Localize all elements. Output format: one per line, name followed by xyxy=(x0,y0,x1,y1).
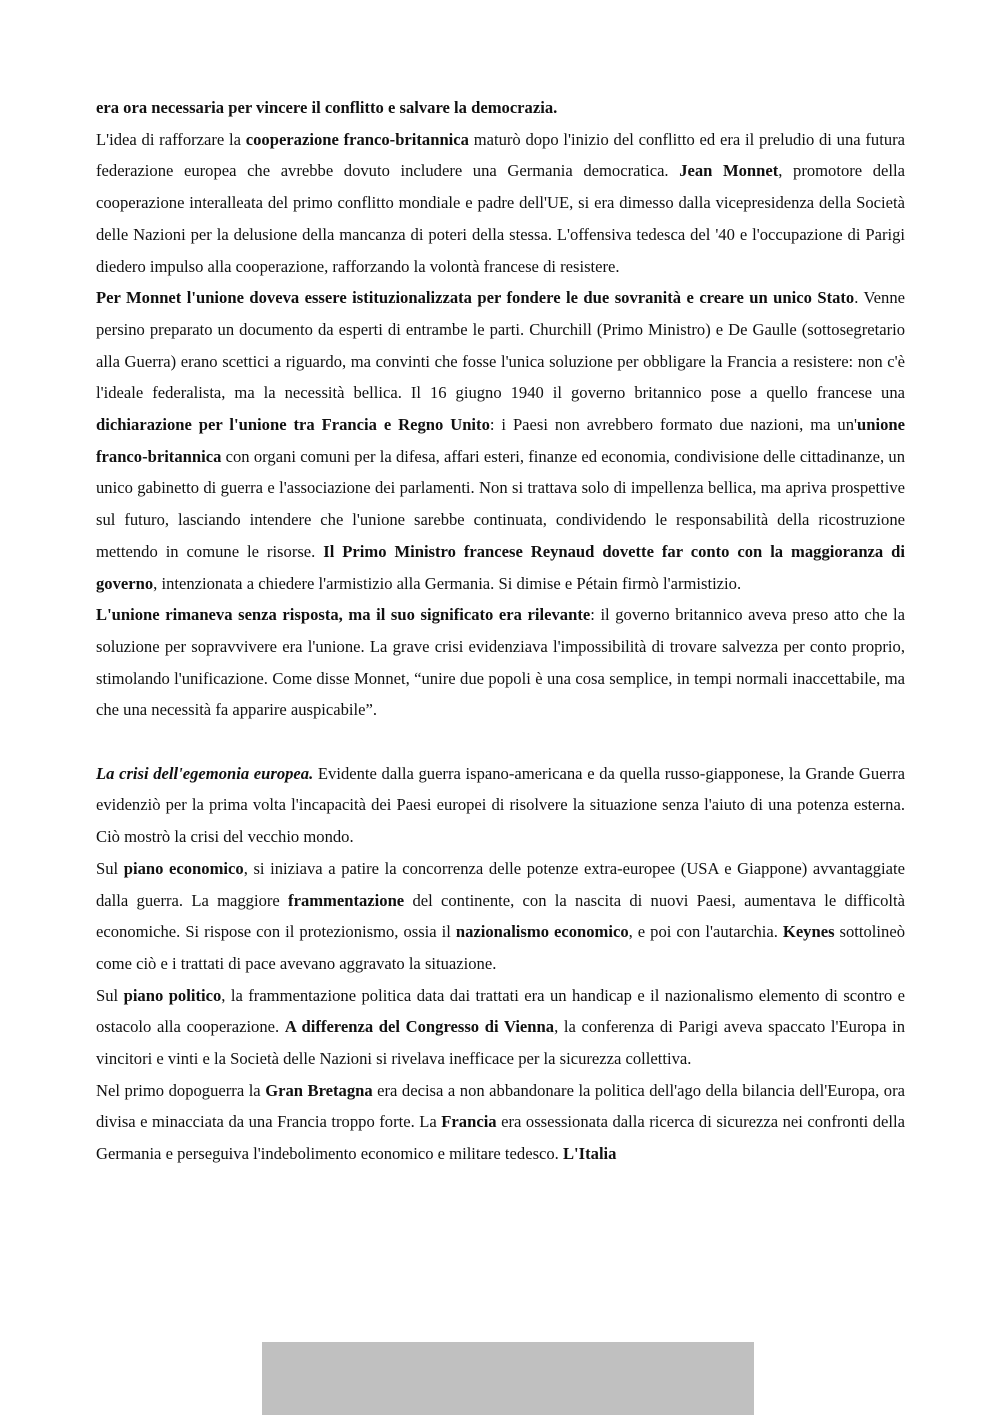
document-page xyxy=(96,92,905,1170)
bold-text: piano politico xyxy=(123,985,222,1005)
paragraph xyxy=(96,853,905,980)
bold-text: era ora necessaria per vincere il conflitto e salvare la democrazia. xyxy=(96,98,558,117)
text-run: Sul xyxy=(96,858,124,878)
bold-text: A differenza del Congresso di Vienna xyxy=(284,1017,555,1037)
text-run: era decisa a non abbandonare la politica dell'ago della bilancia dell'Europa, ora divisa e minacciata da una Francia troppo forte. La xyxy=(96,1080,905,1132)
text-run: , la conferenza di Parigi aveva spaccato l'Europa in vincitori e vinti e la Società delle Nazioni si rivelava inefficace per la sicurezza collettiva. xyxy=(96,1017,905,1069)
text-run: , si iniziava a patire la concorrenza delle potenze extra-europee (USA e Giappone) avvantaggiate dalla guerra. La maggiore xyxy=(96,858,905,910)
text-run: Evidente dalla guerra ispano-americana e da quella russo-giapponese, la Grande Guerra evidenziò per la prima volta l'incapacità dei Paesi europei di risolvere la situazione senza l'aiuto di una potenza esterna. Ciò mostrò la crisi del vecchio mondo. xyxy=(96,763,905,847)
text-run: del continente, con la nascita di nuovi Paesi, aumentava le difficoltà economiche. Si rispose con il protezionismo, ossia il xyxy=(96,890,905,942)
bold-text: dichiarazione per l'unione tra Francia e Regno Unito xyxy=(96,415,490,435)
paragraph xyxy=(96,980,905,1075)
text-run: , promotore della cooperazione interalleata del primo conflitto mondiale e padre dell'UE, si era dimesso dalla vicepresidenza della Società delle Nazioni per la delusione della mancanza di poteri della stessa. L'offensiva tedesca del '40 e l'occupazione di Parigi diedero impulso alla cooperazione, rafforzando la volontà francese di resistere. xyxy=(96,161,905,276)
text-run: : il governo britannico aveva preso atto che la soluzione per sopravvivere era l'unione. La grave crisi evidenziava l'impossibilità di trovare salvezza per conto proprio, stimolando l'unificazione. Come disse Monnet, “unire due popoli è una cosa semplice, in tempi normali inaccettabile, ma che una necessità fa apparire auspicabile”. xyxy=(96,605,905,720)
text-run: : i Paesi non avrebbero formato due nazioni, ma un' xyxy=(489,415,858,435)
text-run: , e poi con l'autarchia. xyxy=(628,922,783,942)
text-run: Sul xyxy=(96,985,124,1005)
bold-text: Per Monnet l'unione doveva essere istituzionalizzata per fondere le due sovranità e creare un unico Stato xyxy=(96,288,855,308)
bold-text: piano economico xyxy=(123,858,244,878)
bold-text: frammentazione xyxy=(288,890,405,910)
bold-text: Jean Monnet xyxy=(679,161,779,181)
text-run: Nel primo dopoguerra la xyxy=(96,1080,266,1100)
text-run: con organi comuni per la difesa, affari esteri, finanze ed economia, condivisione delle cittadinanze, un unico gabinetto di guerra e l'associazione dei parlamenti. Non si trattava solo di impellenza bellica, ma apriva prospettive sul futuro, lasciando intendere che l'unione sarebbe continuata, condividendo le responsabilità della ricostruzione mettendo in comune le risorse. xyxy=(96,446,905,561)
paragraph xyxy=(96,124,905,283)
paragraph xyxy=(96,599,905,726)
section-heading: La crisi dell'egemonia europea. xyxy=(96,763,314,783)
paragraph xyxy=(96,758,905,853)
paragraph xyxy=(96,282,905,599)
text-run: sottolineò come ciò e i trattati di pace avevano aggravato la situazione. xyxy=(96,922,905,973)
bold-text: unione franco-britannica xyxy=(96,415,905,466)
footer-placeholder-bar xyxy=(262,1342,754,1415)
bold-text: cooperazione franco-britannica xyxy=(245,129,469,149)
paragraph-spacer xyxy=(96,726,905,758)
bold-text: Francia xyxy=(441,1112,497,1132)
text-run: era ossessionata dalla ricerca di sicurezza nei confronti della Germania e perseguiva l'indebolimento economico e militare tedesco. xyxy=(96,1112,905,1164)
bold-text: nazionalismo economico xyxy=(455,922,629,942)
text-run: , intenzionata a chiedere l'armistizio alla Germania. Si dimise e Pétain firmò l'armistizio. xyxy=(153,573,742,593)
bold-text: L'Italia xyxy=(562,1144,617,1164)
bold-text: Gran Bretagna xyxy=(265,1080,373,1100)
text-run: maturò dopo l'inizio del conflitto ed era il preludio di una futura federazione europea che avrebbe dovuto includere una Germania democratica. xyxy=(96,129,906,181)
bold-text: Keynes xyxy=(782,922,835,942)
text-run: . Venne persino preparato un documento da esperti di entrambe le parti. Churchill (Primo Ministro) e De Gaulle (sottosegretario alla Guerra) erano scettici a riguardo, ma convinti che fosse l'unica soluzione per obbligare la Francia a resistere: non c'è l'ideale federalista, ma la necessità bellica. Il 16 giugno 1940 il governo britannico pose a quello francese una xyxy=(96,288,905,403)
paragraph xyxy=(96,1075,905,1170)
bold-text: L'unione rimaneva senza risposta, ma il suo significato era rilevante xyxy=(96,605,591,625)
text-run: L'idea di rafforzare la xyxy=(96,129,246,149)
bold-text: Il Primo Ministro francese Reynaud dovette far conto con la maggioranza di governo xyxy=(96,541,905,593)
text-run: , la frammentazione politica data dai trattati era un handicap e il nazionalismo elemento di scontro e ostacolo alla cooperazione. xyxy=(96,985,906,1037)
paragraph xyxy=(96,92,905,124)
